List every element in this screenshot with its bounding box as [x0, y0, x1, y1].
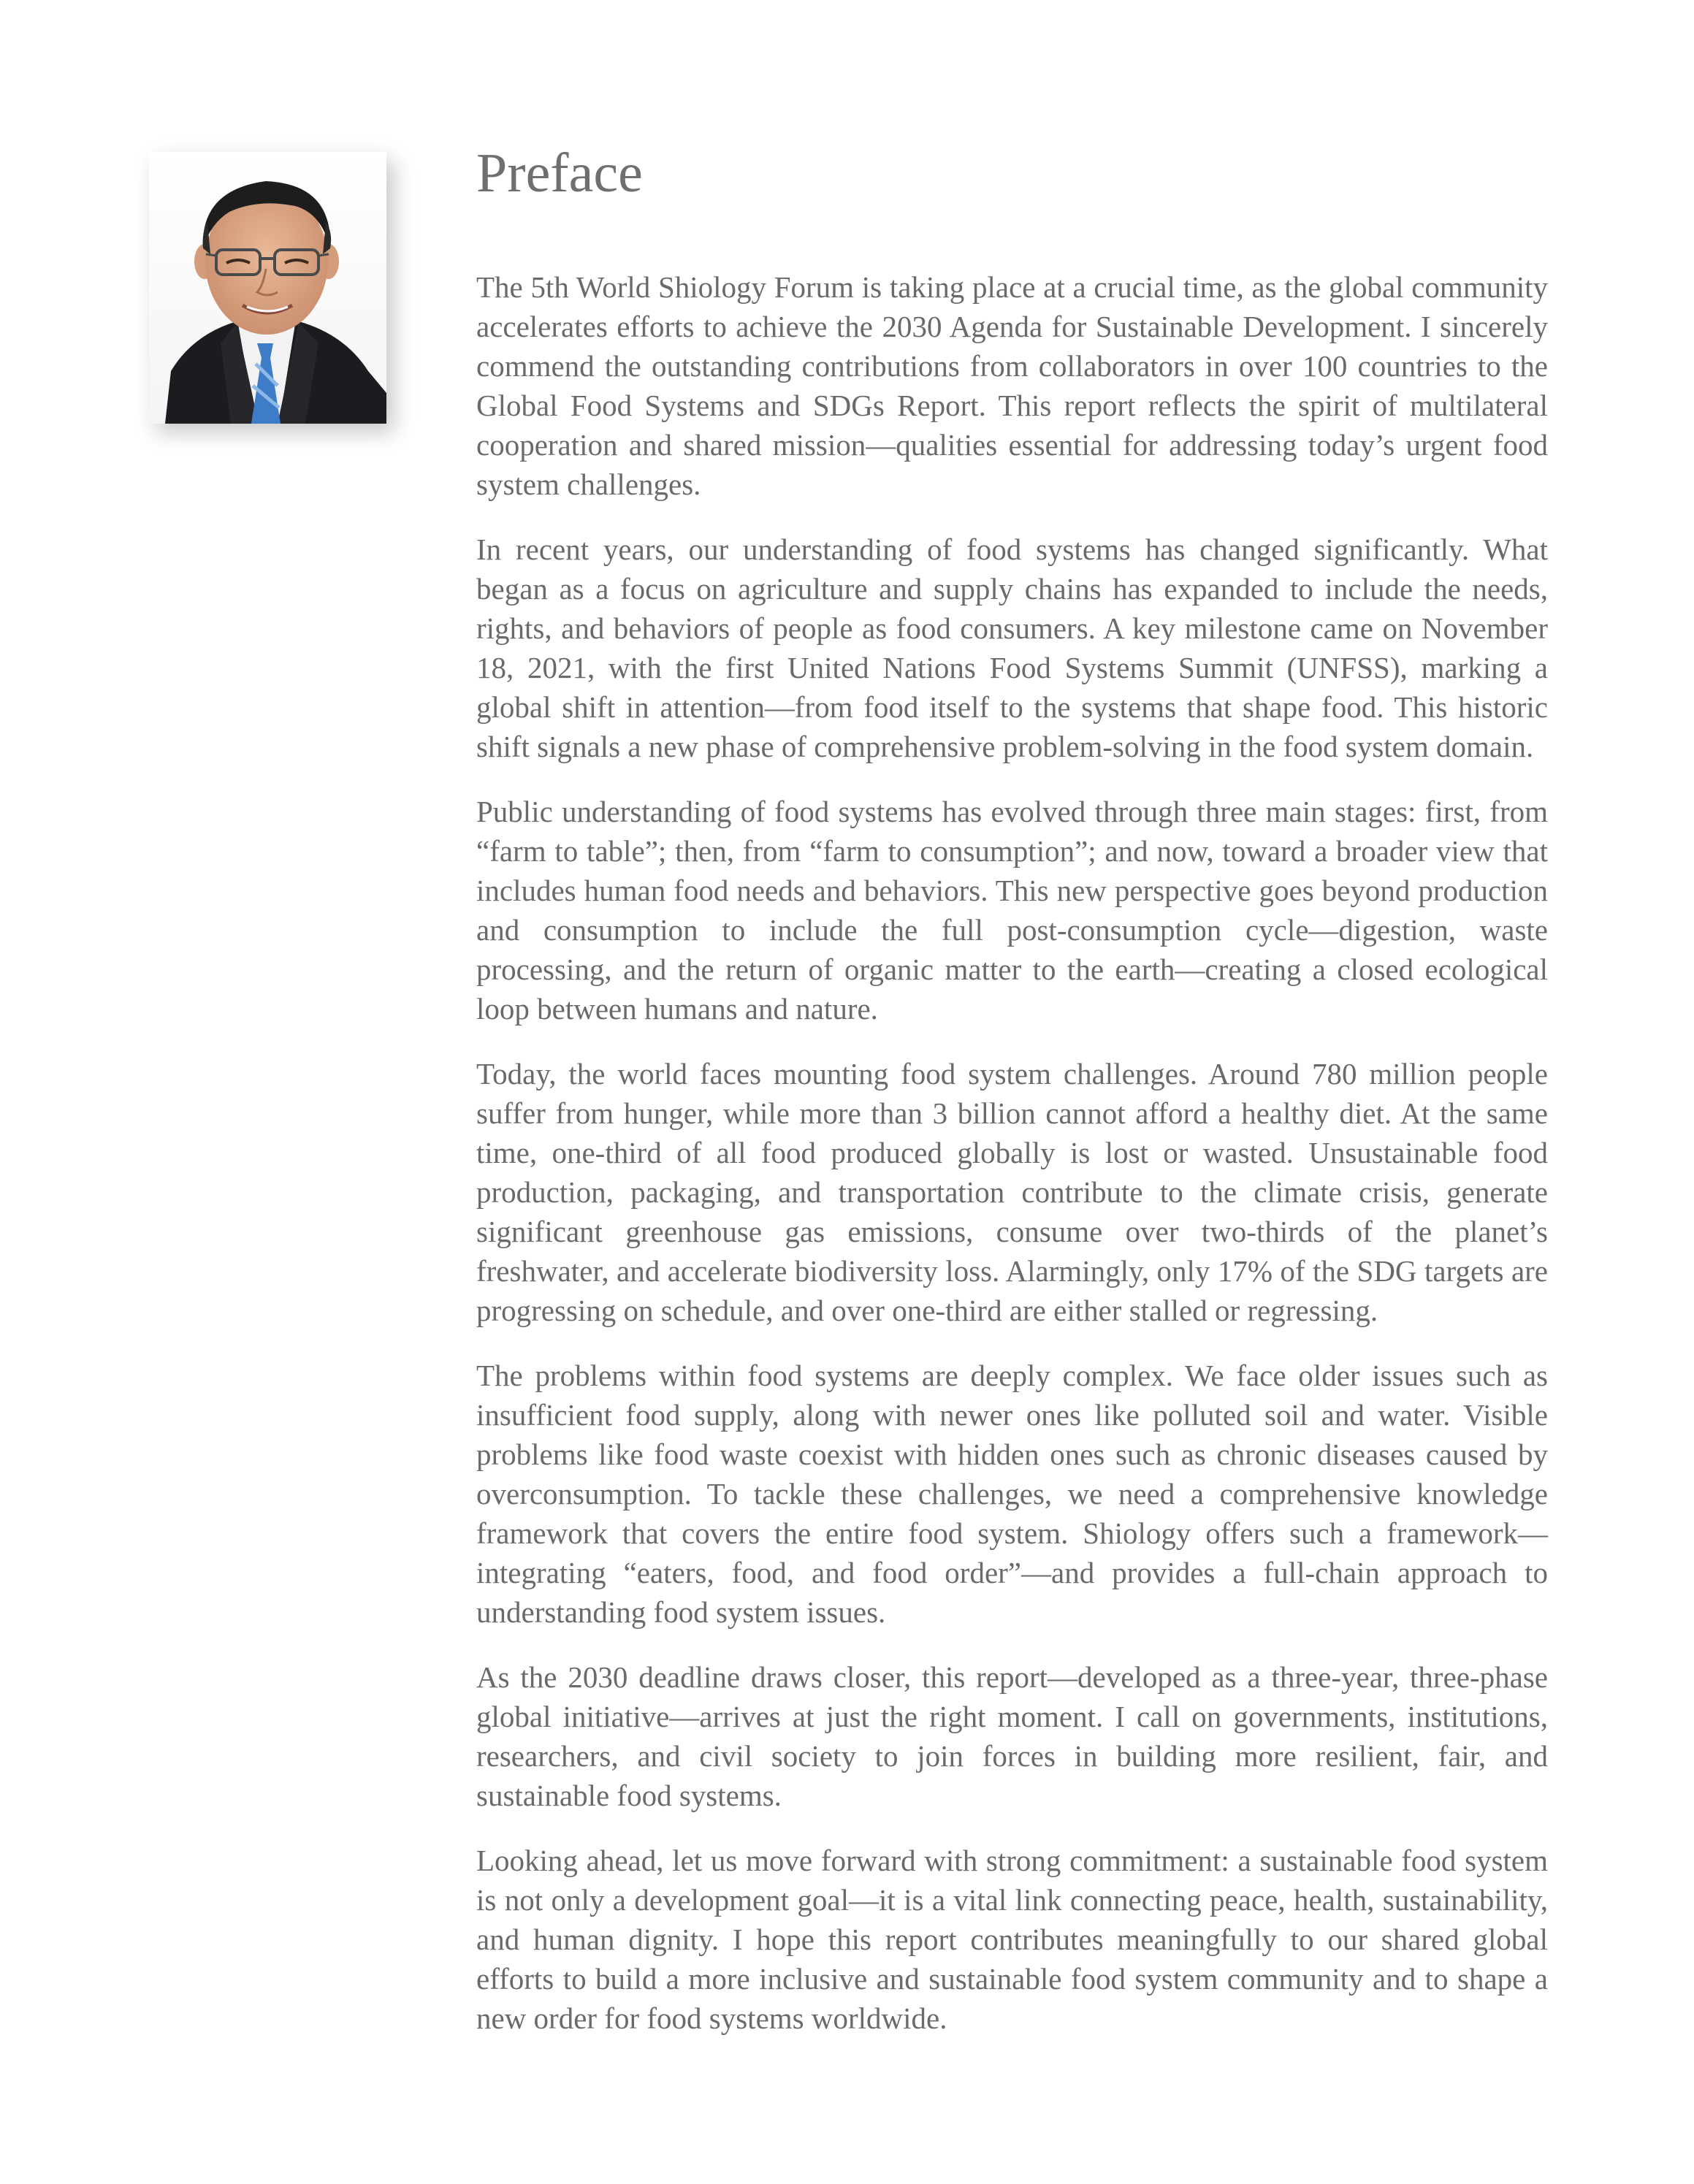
portrait-image	[149, 152, 386, 424]
paragraph: The 5th World Shiology Forum is taking place at a crucial time, as the global community accelerates efforts to achieve the 2030 Agenda for Sustainable Development. I sincerely commend the outstanding contributions from collaborators in over 100 countries to the Global Food Systems and SDGs Report. This report reflects the spirit of multilateral cooperation and shared mission—qualities essential for addressing today’s urgent food system challenges.	[476, 270, 1548, 501]
author-portrait	[149, 152, 386, 424]
page-title: Preface	[476, 142, 643, 204]
paragraph: Public understanding of food systems has evolved through three main stages: first, from “farm to table”; then, from “farm to consumption”; and now, toward a broader view that includes human food needs and behaviors. This new perspective goes beyond production and consumption to include the full post-consumption cycle—digestion, waste processing, and the return of organic matter to the earth—creating a closed ecological loop between humans and nature.	[476, 795, 1548, 1026]
paragraph: The problems within food systems are deeply complex. We face older issues such as insufficient food supply, along with newer ones like polluted soil and water. Visible problems like food waste coexist with hidden ones such as chronic diseases caused by overconsumption. To tackle these challenges, we need a comprehensive knowledge framework that covers the entire food system. Shiology offers such a framework—integrating “eaters, food, and food order”—and provides a full-chain approach to understanding food system issues.	[476, 1359, 1548, 1629]
paragraph: As the 2030 deadline draws closer, this report—developed as a three-year, three-phase global initiative—arrives at just the right moment. I call on governments, institutions, researchers, and civil society to join forces in building more resilient, fair, and sustainable food systems.	[476, 1660, 1548, 1812]
paragraph: Today, the world faces mounting food system challenges. Around 780 million people suffer from hunger, while more than 3 billion cannot afford a healthy diet. At the same time, one-third of all food produced globally is lost or wasted. Unsustainable food production, packaging, and transportation contribute to the climate crisis, generate significant greenhouse gas emissions, consume over two-thirds of the planet’s freshwater, and accelerate biodiversity loss. Alarmingly, only 17% of the SDG targets are progressing on schedule, and over one-third are either stalled or regressing.	[476, 1057, 1548, 1327]
paragraph: In recent years, our understanding of food systems has changed significantly. What began as a focus on agriculture and supply chains has expanded to include the needs, rights, and behaviors of people as food consumers. A key milestone came on November 18, 2021, with the first United Nations Food Systems Summit (UNFSS), marking a global shift in attention—from food itself to the systems that shape food. This historic shift signals a new phase of comprehensive problem-solving in the food system domain.	[476, 532, 1548, 763]
preface-body	[476, 267, 1548, 2063]
paragraph: Looking ahead, let us move forward with strong commitment: a sustainable food system is not only a development goal—it is a vital link connecting peace, health, sustainability, and human dignity. I hope this report contributes meaningfully to our shared global efforts to build a more inclusive and sustainable food system community and to shape a new order for food systems worldwide.	[476, 1844, 1548, 2035]
